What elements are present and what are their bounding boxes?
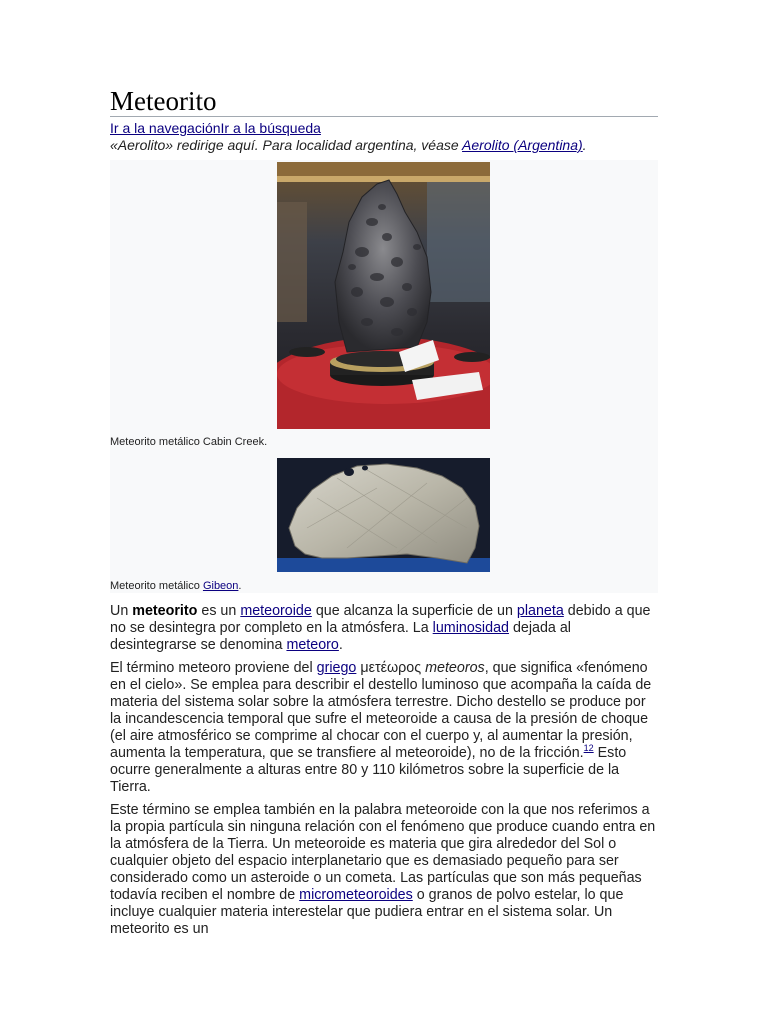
link-planeta[interactable]: planeta bbox=[516, 603, 564, 619]
hatnote bbox=[110, 137, 587, 154]
p1-text-a: Un bbox=[110, 603, 133, 619]
hatnote-end: . bbox=[582, 137, 587, 153]
cabin-creek-meteorite-image[interactable] bbox=[277, 162, 490, 429]
link-griego[interactable]: griego bbox=[316, 660, 357, 676]
paragraph-3 bbox=[110, 802, 658, 938]
figure-box bbox=[110, 160, 658, 593]
cabin-creek-meteorite-illustration bbox=[277, 162, 490, 429]
p1-text-b: es un bbox=[197, 603, 241, 619]
link-luminosidad[interactable]: luminosidad bbox=[432, 620, 509, 636]
p2-italic-meteoros: meteoros bbox=[425, 660, 485, 676]
paragraph-1 bbox=[110, 603, 658, 654]
jump-to-navigation-link[interactable]: Ir a la navegación bbox=[110, 120, 221, 136]
caption-gibeon-prefix: Meteorito metálico bbox=[110, 580, 203, 592]
link-meteoro[interactable]: meteoro bbox=[286, 637, 339, 653]
link-meteoroide[interactable]: meteoroide bbox=[240, 603, 312, 619]
p1-text-e: dejada al desintegrarse se denomina bbox=[110, 620, 571, 653]
p2-text-d: Esto ocurre generalmente a alturas entre 80 y 110 kilómetros sobre la superficie de la Tierra. bbox=[110, 745, 627, 795]
p1-text-c: que alcanza la superficie de un bbox=[311, 603, 517, 619]
p2-text-a: El término meteoro proviene del bbox=[110, 660, 317, 676]
paragraph-2 bbox=[110, 660, 658, 796]
p3-text-b: o granos de polvo estelar, lo que incluye cualquier materia interestelar que pudiera entrar en el sistema solar. Un meteorito es un bbox=[110, 887, 624, 937]
gibeon-meteorite-image[interactable] bbox=[277, 458, 490, 572]
gibeon-meteorite-illustration bbox=[277, 458, 490, 572]
p2-text-c: , que significa «fenómeno en el cielo». Se emplea para describir el destello luminoso que acompaña la caída de materia del sistema solar sobre la atmósfera terrestre. Dicho destello se produce por la incandescencia temporal que sufre el meteoroide a causa de la presión de choque (el aire atmosférico se comprime al chocar con el cuerpo y, al aumentar la presión, aumenta la temperatura, que se transfiere al meteoroide), no de la fricción. bbox=[110, 660, 652, 761]
jump-links bbox=[110, 120, 321, 137]
p1-text-f: . bbox=[338, 637, 343, 653]
p1-text-d: debido a que no se desintegra por completo en la atmósfera. La bbox=[110, 603, 651, 636]
p1-bold-meteorito: meteorito bbox=[132, 603, 198, 619]
gibeon-link[interactable]: Gibeon bbox=[202, 580, 239, 592]
link-micrometeoroides[interactable]: micrometeoroides bbox=[299, 887, 413, 903]
jump-to-search-link[interactable]: Ir a la búsqueda bbox=[220, 120, 321, 136]
hatnote-link-aerolito-argentina[interactable]: Aerolito (Argentina) bbox=[462, 137, 583, 153]
p3-text-a: Este término se emplea también en la palabra meteoroide con la que nos referimos a la propia partícula sin ninguna relación con el fenómeno que produce cuando entra en la atmósfera de la Tierra. Un meteoroide es materia que gira alrededor del Sol o cualquier objeto del espacio interplanetario que es demasiado pequeño para ser considerado como un asteroide o un cometa. Las partículas que son más pequeñas todavía reciben el nombre de bbox=[110, 802, 656, 903]
caption-gibeon-end: . bbox=[238, 580, 242, 592]
figure-caption-gibeon bbox=[110, 579, 241, 593]
reference-link-12[interactable]: 12 bbox=[583, 743, 594, 753]
p2-text-b: μετέωρος bbox=[356, 660, 426, 676]
figure-caption-cabin-creek: Meteorito metálico Cabin Creek. bbox=[110, 436, 268, 448]
hatnote-text: «Aerolito» redirige aquí. Para localidad argentina, véase bbox=[110, 137, 463, 153]
page-title: Meteorito bbox=[110, 84, 658, 117]
